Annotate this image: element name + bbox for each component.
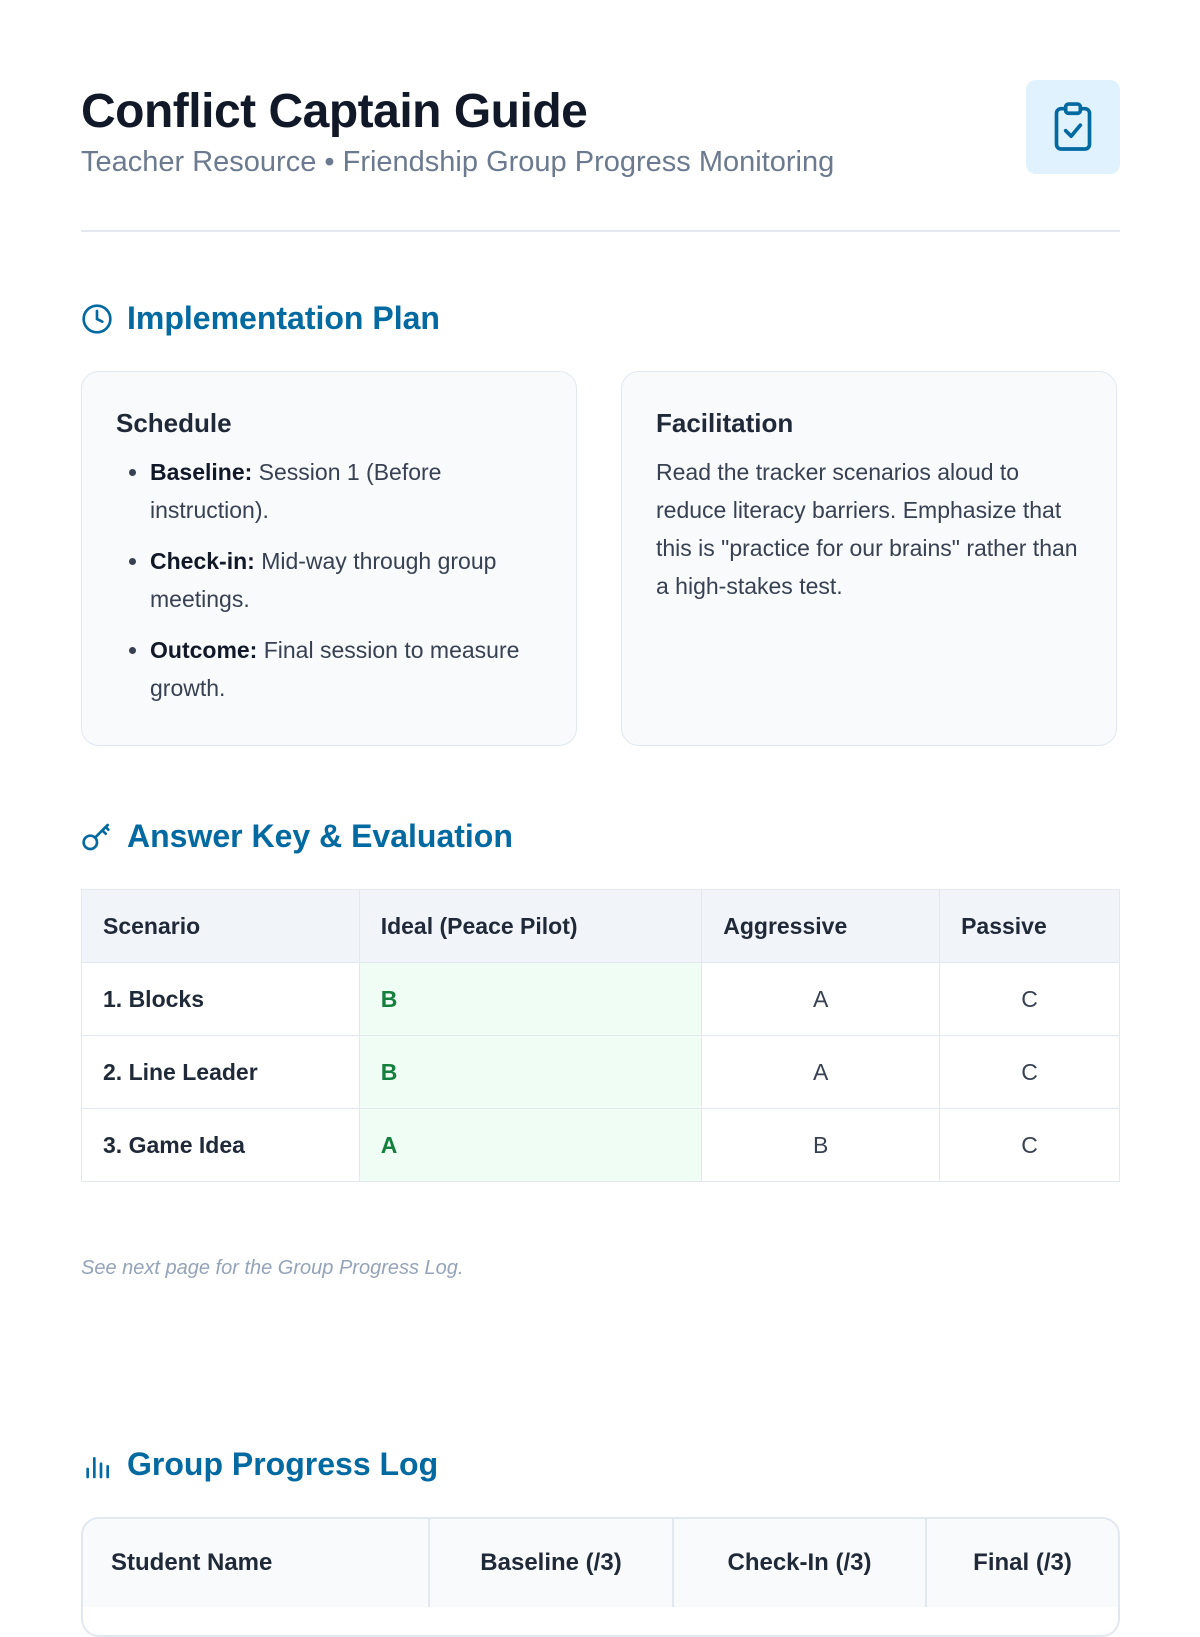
passive-cell: C	[940, 963, 1120, 1036]
ideal-cell: A	[359, 1109, 702, 1182]
document-header	[81, 0, 1120, 232]
clipboard-check-icon	[1051, 101, 1095, 153]
column-header-student-name: Student Name	[83, 1519, 429, 1607]
next-page-note: See next page for the Group Progress Log.	[81, 1257, 464, 1279]
table-header-row	[82, 890, 1120, 963]
schedule-item-label: Baseline:	[150, 459, 253, 485]
schedule-item-label: Outcome:	[150, 637, 258, 663]
facilitation-card	[621, 371, 1117, 746]
document-page	[81, 0, 1120, 1576]
table-row	[82, 1109, 1120, 1182]
scenario-cell: 3. Game Idea	[82, 1109, 360, 1182]
implementation-plan-heading	[81, 300, 440, 337]
table-row	[82, 1036, 1120, 1109]
facilitation-title: Facilitation	[656, 408, 794, 438]
key-icon	[81, 821, 113, 853]
table-header-row	[83, 1519, 1118, 1607]
list-item	[150, 453, 542, 529]
clock-icon	[81, 303, 113, 335]
list-item	[150, 631, 542, 707]
column-header-baseline: Baseline (/3)	[429, 1519, 673, 1607]
facilitation-text: Read the tracker scenarios aloud to reduce literacy barriers. Emphasize that this is "practice for our brains" rather than a high-stakes test.	[656, 459, 1078, 599]
scenario-cell: 2. Line Leader	[82, 1036, 360, 1109]
progress-log-heading	[81, 1446, 438, 1483]
answer-key-heading	[81, 818, 513, 855]
list-item	[150, 542, 542, 618]
clipboard-badge	[1026, 80, 1120, 174]
schedule-title: Schedule	[116, 408, 232, 438]
passive-cell: C	[940, 1109, 1120, 1182]
ideal-cell: B	[359, 963, 702, 1036]
document-subtitle: Teacher Resource • Friendship Group Progress Monitoring	[81, 146, 835, 178]
schedule-item-text: Session 1 (Before instruction).	[150, 459, 442, 523]
progress-log-title: Group Progress Log	[127, 1446, 439, 1482]
ideal-cell: B	[359, 1036, 702, 1109]
schedule-item-text: Mid-way through group meetings.	[150, 548, 497, 612]
schedule-list	[116, 453, 542, 707]
implementation-plan-title: Implementation Plan	[127, 300, 440, 336]
column-header-aggressive: Aggressive	[702, 890, 940, 963]
progress-log-table	[83, 1519, 1118, 1607]
column-header-final: Final (/3)	[926, 1519, 1118, 1607]
schedule-item-text: Final session to measure growth.	[150, 637, 520, 701]
schedule-card	[81, 371, 577, 746]
table-row	[82, 963, 1120, 1036]
document-title: Conflict Captain Guide	[81, 85, 588, 138]
column-header-scenario: Scenario	[82, 890, 360, 963]
schedule-item-label: Check-in:	[150, 548, 255, 574]
passive-cell: C	[940, 1036, 1120, 1109]
aggressive-cell: B	[702, 1109, 940, 1182]
scenario-cell: 1. Blocks	[82, 963, 360, 1036]
aggressive-cell: A	[702, 1036, 940, 1109]
column-header-ideal: Ideal (Peace Pilot)	[359, 890, 702, 963]
progress-log-table-container	[81, 1517, 1120, 1637]
answer-key-table	[81, 889, 1120, 1182]
column-header-check-in: Check-In (/3)	[673, 1519, 926, 1607]
aggressive-cell: A	[702, 963, 940, 1036]
bar-chart-icon	[81, 1449, 113, 1481]
answer-key-title: Answer Key & Evaluation	[127, 818, 513, 854]
column-header-passive: Passive	[940, 890, 1120, 963]
